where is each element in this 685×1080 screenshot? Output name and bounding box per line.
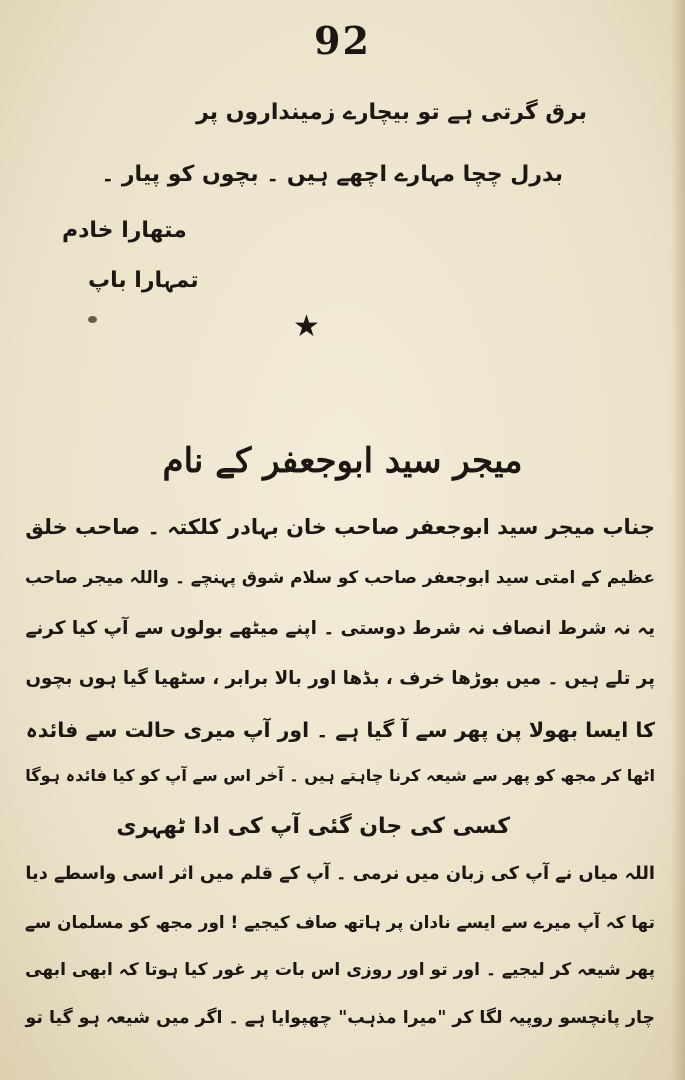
body-line-3: یہ نہ شرط انصاف نہ شرط دوستی ۔ اپنے میٹھے بولوں سے آپ کیا کرنے [25,618,655,639]
body-line-4: پر تلے ہیں ۔ میں بوڑھا خرف ، بڈھا اور بالا برابر ، سٹھیا گیا ہوں بچوں [25,668,655,689]
body-line-5: کا ایسا بھولا پن پھر سے آ گیا ہے ۔ اور آپ میری حالت سے فائدہ [25,718,655,742]
body-verse-line: کسی کی جان گئی آپ کی ادا ٹھہری [116,814,510,839]
body-line-9: تھا کہ آپ میرے سے ایسے نادان پر ہاتھ صاف کیجیے ! اور مجھ کو مسلمان سے [24,912,655,932]
body-line-2: عظیم کے امتی سید ابوجعفر صاحب کو سلام شوق پہنچے ۔ واللہ میجر صاحب [25,567,655,587]
page-edge-shadow [671,0,685,1080]
letter-line-2: بدرل چچا مہارے اچھے ہیں ۔ بچوں کو پیار ۔ [101,162,563,187]
letter-line-1: برق گرتی ہے تو بیچارے زمینداروں پر [196,100,587,125]
star-separator-icon: ★ [293,309,320,344]
ink-spot [88,316,97,323]
body-line-11: چار پانچسو روپیہ لگا کر "میرا مذہب" چھپوایا ہے ۔ اگر میں شیعہ ہو گیا تو [25,1008,655,1028]
signature-father: تمہارا باپ [88,268,199,293]
body-line-8: اللہ میاں نے آپ کی زبان میں نرمی ۔ آپ کے قلم میں اثر اسی واسطے دیا [25,864,655,884]
body-line-6: اٹھا کر مجھ کو پھر سے شیعہ کرنا چاہتے ہیں ۔ آخر اس سے آپ کو کیا فائدہ ہوگا [25,766,655,785]
body-line-10: پھر شیعہ کر لیجیے ۔ اور تو اور روزی اس بات پر غور کیا ہوتا کہ ابھی ابھی [25,960,655,980]
letter-heading: میجر سید ابوجعفر کے نام [162,441,523,481]
page-number: 92 [314,18,371,63]
body-line-1: جناب میجر سید ابوجعفر صاحب خان بہادر کلکتہ ۔ صاحب خلق [25,515,655,539]
signature-servant: متھارا خادم [62,218,187,243]
